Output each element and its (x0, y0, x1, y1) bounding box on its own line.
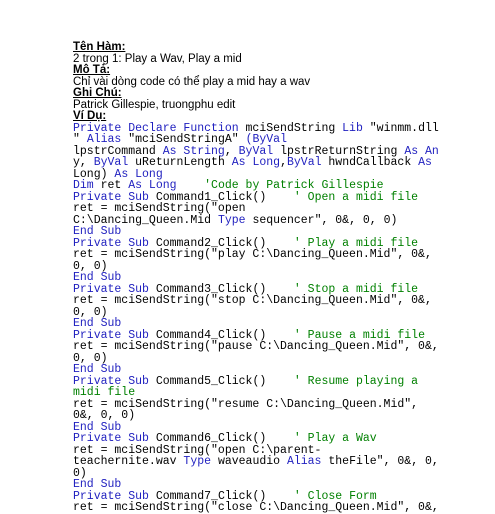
code-keyword: Private Sub (73, 328, 156, 342)
code-keyword: ByVal (93, 156, 136, 169)
code-block (73, 121, 439, 514)
code-text: Command2_Click() (155, 236, 294, 250)
section-text: Chỉ vài dòng code có thể play a mid hay a wav (73, 75, 311, 88)
code-keyword: End Sub (73, 420, 122, 434)
code-line (73, 501, 439, 514)
code-text: ret = mciSendString("stop C:\Dancing_Queen.Mid", 0&, (73, 294, 432, 307)
code-keyword: Private Sub (73, 236, 156, 250)
code-text: ret = mciSendString("play C:\Dancing_Queen.Mid", 0&, (73, 248, 432, 261)
code-text: lpstrCommand (73, 144, 163, 158)
code-text: ret = mciSendString("pause C:\Dancing_Queen.Mid", 0&, (73, 340, 439, 353)
code-keyword: Private Sub (73, 489, 156, 503)
code-text: Command5_Click() (155, 374, 294, 388)
section-heading: Ghi Chú: (73, 87, 122, 99)
section-heading: Mô Tả: (73, 64, 111, 76)
code-line (73, 455, 439, 468)
code-text: theFile", 0&, 0, (328, 455, 439, 468)
code-keyword: As (418, 156, 432, 169)
code-keyword: As Long (128, 179, 205, 192)
code-keyword: As Long (231, 156, 281, 169)
code-keyword: Alias (286, 455, 329, 468)
document-page (73, 41, 439, 514)
code-comment: midi file (73, 386, 136, 399)
code-text: 0, 0) (73, 259, 108, 273)
code-text: ret (100, 179, 129, 192)
code-text: ret = mciSendString("close C:\Dancing_Queen.Mid", 0&, (73, 501, 439, 514)
code-keyword: End Sub (73, 225, 122, 238)
code-line (73, 215, 425, 227)
code-keyword: End Sub (73, 271, 122, 284)
code-text: uReturnLength (135, 156, 232, 169)
code-keyword: Private Sub (73, 282, 156, 296)
section-text: Patrick Gillespie, truongphu edit (73, 98, 236, 111)
code-keyword: Type (217, 213, 253, 227)
code-comment: 'Code by Patrick Gillespie (204, 179, 384, 192)
code-text: 0) (73, 466, 87, 480)
code-text: Command4_Click() (155, 328, 294, 342)
code-line (73, 353, 425, 365)
code-text: Command1_Click() (155, 190, 294, 204)
code-text: ret = mciSendString("open C:\parent- (73, 443, 322, 457)
code-text: mciSendString (245, 121, 343, 135)
code-line (73, 468, 425, 480)
code-text: C:\Dancing_Queen.Mid (73, 213, 218, 227)
section-heading: Ví Dụ: (73, 110, 107, 122)
code-text: 0&, 0, 0) (73, 409, 136, 422)
section-notes (73, 88, 425, 111)
code-comment: ' Close Form (293, 489, 377, 503)
code-keyword: End Sub (73, 363, 122, 376)
code-keyword: Private Sub (73, 190, 156, 204)
code-line (73, 340, 439, 353)
code-text: teachernite.wav (73, 455, 184, 468)
code-line (73, 294, 432, 307)
code-comment: ' Open a midi file (293, 190, 419, 204)
code-text: 0, 0) (73, 305, 108, 319)
code-comment: ' Resume playing a (293, 374, 419, 388)
code-text: sequencer", 0&, 0, 0) (252, 213, 398, 227)
code-text: , (280, 156, 287, 169)
code-line (73, 261, 425, 273)
code-keyword: As Long (114, 167, 163, 181)
code-keyword: Dim (73, 179, 101, 192)
code-text: "mciSendStringA" (128, 133, 246, 146)
code-text: , (224, 144, 239, 158)
code-keyword: ByVal (238, 144, 281, 158)
code-keyword: Private Sub (73, 432, 156, 445)
code-keyword: End Sub (73, 478, 122, 491)
code-line (73, 410, 425, 422)
code-keyword: Private Declare Function (73, 121, 246, 135)
code-text: Long) (73, 167, 115, 181)
code-comment: ' Pause a midi file (293, 328, 425, 342)
code-text: "winmm.dll (369, 121, 439, 135)
code-text: y, (73, 156, 94, 169)
code-keyword: Alias (86, 133, 129, 146)
code-comment: ' Play a midi file (293, 236, 419, 250)
code-keyword: As String (162, 144, 225, 158)
section-text: 2 trong 1: Play a Wav, Play a mid (73, 52, 242, 65)
code-text: hwndCallback (328, 156, 419, 169)
code-keyword: End Sub (73, 317, 122, 330)
section-function-name (73, 42, 425, 65)
code-keyword: Lib (342, 121, 370, 135)
code-text: Command7_Click() (155, 489, 294, 503)
section-description (73, 65, 425, 88)
code-text: " (73, 133, 87, 146)
code-text: ret = mciSendString("open (73, 202, 246, 215)
code-keyword: As An (404, 144, 439, 158)
code-keyword: (ByVal (245, 133, 287, 146)
code-comment: ' Play a Wav (293, 432, 377, 445)
code-keyword: ByVal (286, 156, 329, 169)
section-heading: Tên Hàm: (73, 41, 126, 53)
code-text: ret = mciSendString("resume C:\Dancing_Queen.Mid", (73, 397, 419, 411)
code-keyword: Type (183, 455, 218, 468)
code-line (73, 248, 432, 261)
code-text: Command6_Click() (155, 432, 294, 445)
code-keyword: Private Sub (73, 374, 156, 388)
code-line (73, 307, 425, 319)
code-text: 0, 0) (73, 351, 108, 365)
code-text: waveaudio (217, 455, 287, 468)
code-comment: ' Stop a midi file (293, 282, 419, 296)
code-text: lpstrReturnString (280, 144, 405, 158)
code-text: Command3_Click() (155, 282, 294, 296)
